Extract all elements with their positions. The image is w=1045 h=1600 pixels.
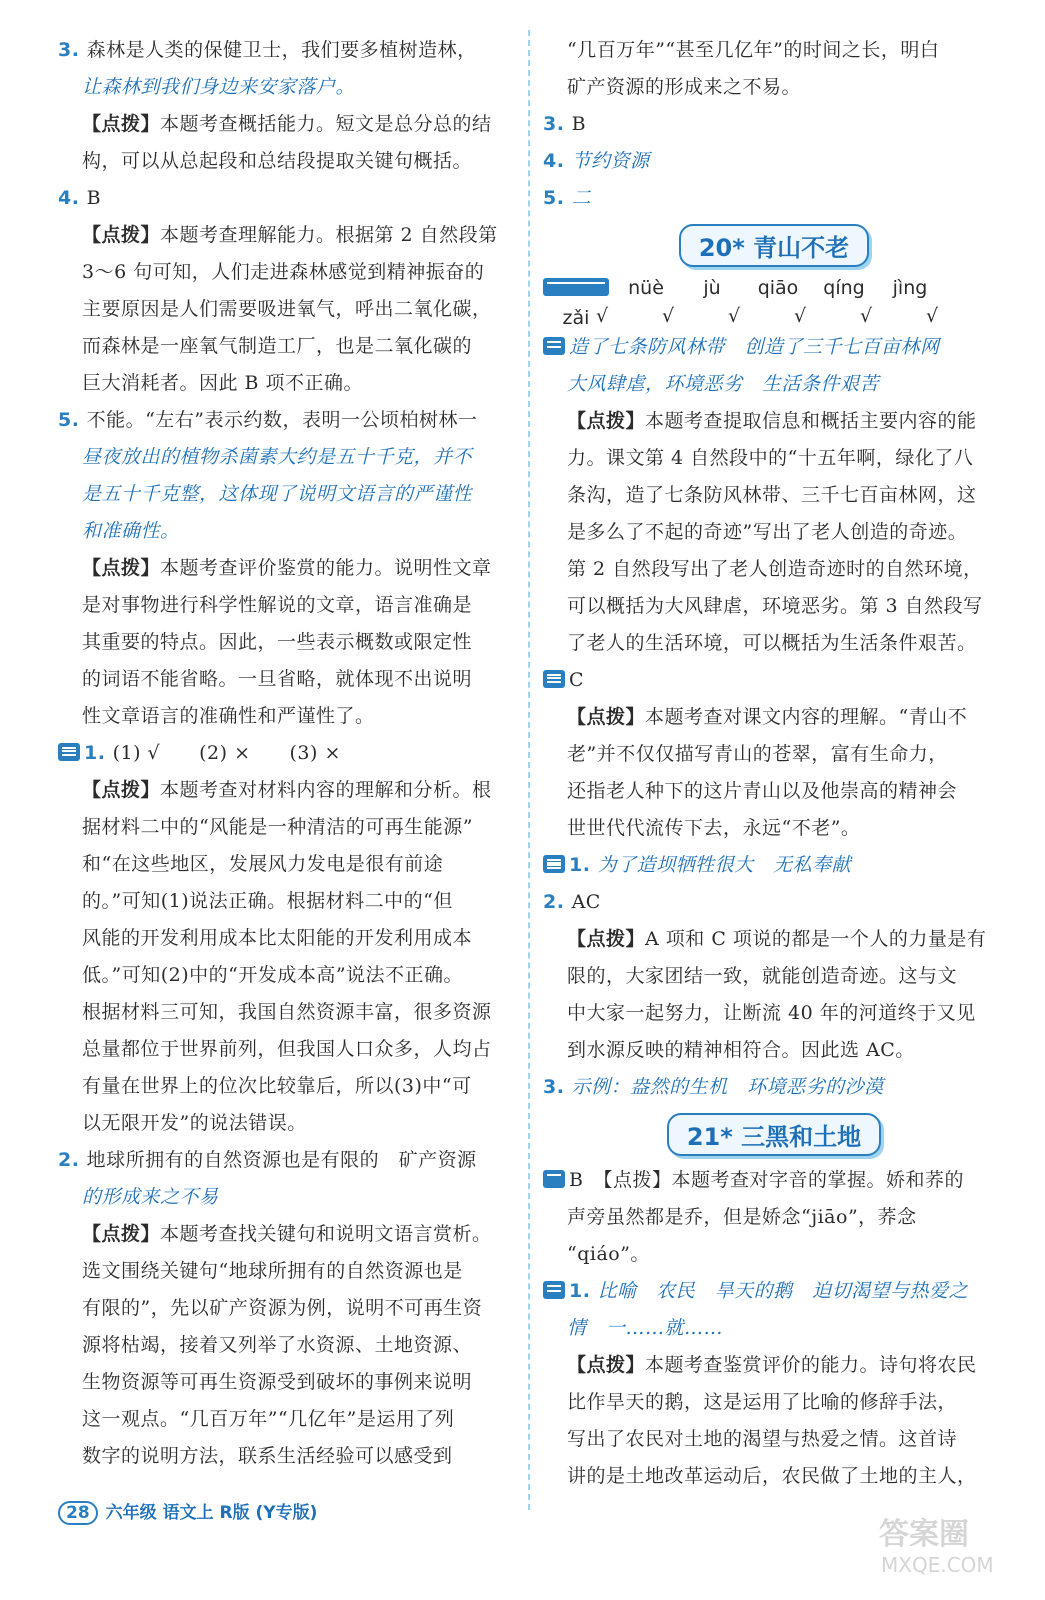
- body-text: “几百万年”“甚至几亿年”的时间之长，明白: [567, 39, 940, 61]
- answer-text: 森林是人类的保健卫士，我们要多植树造林，: [86, 39, 477, 61]
- tip-label: 【点拨】: [567, 706, 646, 728]
- body-text: 世世代代流传下去，永远“不老”。: [567, 817, 861, 839]
- question-number: 4.: [543, 150, 572, 172]
- lesson-title: 21* 三黑和土地: [667, 1113, 881, 1156]
- text-line: [543, 180, 1005, 217]
- text-line: [58, 1401, 518, 1438]
- answer-text: 二: [571, 187, 592, 209]
- text-line: [58, 698, 518, 735]
- answer-text: B 【点拨】本题考查对字音的掌握。娇和荞的: [569, 1169, 964, 1191]
- text-line: [58, 1179, 518, 1216]
- text-line: [543, 699, 1005, 736]
- text-line: [543, 1384, 1005, 1421]
- check-mark: √: [595, 305, 609, 327]
- answer-text: 的形成来之不易: [82, 1186, 219, 1208]
- check-mark: √: [859, 305, 873, 327]
- answer-text: 大风肆虐，环境恶劣 生活条件艰苦: [567, 373, 880, 395]
- text-line: [543, 143, 1005, 180]
- text-line: [58, 920, 518, 957]
- text-line: [58, 106, 518, 143]
- text-line: [543, 1273, 1005, 1310]
- body-text: 了老人的生活环境，可以概括为生活条件艰苦。: [567, 632, 977, 654]
- text-line: [543, 1069, 1005, 1106]
- body-text: 的词语不能省略。一旦省略，就体现不出说明: [82, 668, 473, 690]
- body-text: 总量都位于世界前列，但我国人口众多，人均占: [82, 1038, 492, 1060]
- body-text: 写出了农民对土地的渴望与热爱之情。这首诗: [567, 1428, 958, 1450]
- body-text: 力。课文第 4 自然段中的“十五年啊，绿化了八: [567, 447, 974, 469]
- question-number: 5.: [58, 409, 87, 431]
- tip-text: 本题考查鉴赏评价的能力。诗句将农民: [645, 1354, 977, 1376]
- text-line: [543, 69, 1005, 106]
- text-line: [58, 1438, 518, 1475]
- text-line: [543, 477, 1005, 514]
- text-line: [543, 106, 1005, 143]
- body-text: 讲的是土地改革运动后，农民做了土地的主人，: [567, 1465, 977, 1487]
- text-line: [543, 1032, 1005, 1069]
- page-footer: [58, 1498, 317, 1525]
- page-number: 28: [58, 1501, 98, 1525]
- question-number: 1.: [569, 1280, 598, 1302]
- text-line: [543, 551, 1005, 588]
- tip-label: 【点拨】: [82, 113, 161, 135]
- text-line: [543, 995, 1005, 1032]
- text-line: [58, 513, 518, 550]
- text-line: [543, 32, 1005, 69]
- text-line: [58, 1105, 518, 1142]
- pinyin-item: jù: [703, 277, 721, 299]
- text-line: [543, 366, 1005, 403]
- answer-text: 和准确性。: [82, 520, 180, 542]
- check-mark: √: [727, 305, 741, 327]
- text-line: [543, 514, 1005, 551]
- question-number: 3.: [58, 39, 87, 61]
- text-line: [58, 69, 518, 106]
- svg-text:MXQE.COM: MXQE.COM: [881, 1553, 994, 1577]
- body-text: 低。”可知(2)中的“开发成本高”说法不正确。: [82, 964, 464, 986]
- body-text: 选文围绕关键句“地球所拥有的自然资源也是: [82, 1260, 463, 1282]
- tip-text: 本题考查对课文内容的理解。“青山不: [645, 706, 968, 728]
- lesson-title-wrap: [543, 1106, 1005, 1162]
- text-line: [58, 550, 518, 587]
- text-line: [58, 1216, 518, 1253]
- tip-label: 【点拨】: [82, 557, 161, 579]
- text-line: [543, 810, 1005, 847]
- tip-text: 本题考查理解能力。根据第 2 自然段第: [160, 224, 498, 246]
- answer-text: (1) √ (2) × (3) ×: [112, 742, 341, 764]
- body-text: 是多么了不起的奇迹”写出了老人创造的奇迹。: [567, 521, 968, 543]
- check-mark: √: [793, 305, 807, 327]
- body-text: 有限的”，先以矿产资源为例，说明不可再生资: [82, 1297, 483, 1319]
- tip-label: 【点拨】: [82, 1223, 161, 1245]
- check-mark: √: [925, 305, 939, 327]
- text-line: [543, 1421, 1005, 1458]
- body-text: 有量在世界上的位次比较靠后，所以(3)中“可: [82, 1075, 472, 1097]
- text-line: [58, 476, 518, 513]
- text-line: [58, 883, 518, 920]
- text-line: [58, 1327, 518, 1364]
- answer-text: 节约资源: [571, 150, 650, 172]
- body-text: 中大家一起努力，让断流 40 年的河道终于又见: [567, 1002, 976, 1024]
- lesson-title: 20* 青山不老: [679, 224, 869, 267]
- text-line: [58, 624, 518, 661]
- text-line: [58, 735, 518, 772]
- text-line: [58, 32, 518, 69]
- text-line: [58, 217, 518, 254]
- book-label: 六年级 语文上 R版 (Y专版): [105, 1503, 318, 1523]
- answer-text: 不能。“左右”表示约数，表明一公顷柏树林一: [86, 409, 478, 431]
- text-line: [58, 846, 518, 883]
- text-line: [543, 1162, 1005, 1199]
- section-icon: [543, 1170, 565, 1188]
- question-number: 3.: [543, 113, 572, 135]
- tip-text: 本题考查找关键句和说明文语言赏析。: [160, 1223, 492, 1245]
- answer-text: 为了造坝牺牲很大 无私奉献: [597, 854, 852, 876]
- text-line: [543, 662, 1005, 699]
- text-line: [58, 1068, 518, 1105]
- text-line: [58, 809, 518, 846]
- answer-text: 地球所拥有的自然资源也是有限的 矿产资源: [86, 1149, 477, 1171]
- text-line: [543, 1458, 1005, 1495]
- left-column: [58, 32, 518, 1475]
- text-line: [543, 736, 1005, 773]
- text-line: [543, 1347, 1005, 1384]
- tip-text: 本题考查评价鉴赏的能力。说明性文章: [160, 557, 492, 579]
- text-line: [58, 402, 518, 439]
- body-text: 以无限开发”的说法错误。: [82, 1112, 307, 1134]
- tip-label: 【点拨】: [567, 410, 646, 432]
- pinyin-item: qiāo: [757, 277, 799, 299]
- question-number: 4.: [58, 187, 87, 209]
- text-line: [58, 1031, 518, 1068]
- text-line: [543, 588, 1005, 625]
- text-line: [58, 439, 518, 476]
- right-column: [543, 32, 1005, 1495]
- answer-text: 是五十千克整，这体现了说明文语言的严谨性: [82, 483, 473, 505]
- section-icon: [58, 743, 80, 761]
- lesson-title-wrap: [543, 217, 1005, 273]
- tip-label: 【点拨】: [567, 928, 646, 950]
- pinyin-item: zǎi: [562, 307, 590, 329]
- answer-text: 情 一……就……: [567, 1317, 724, 1339]
- answer-text: 让森林到我们身边来安家落户。: [82, 76, 356, 98]
- body-text: 条沟，造了七条防风林带、三千七百亩林网，这: [567, 484, 977, 506]
- text-line: [58, 957, 518, 994]
- body-text: 还指老人种下的这片青山以及他崇高的精神会: [567, 780, 958, 802]
- tip-label: 【点拨】: [567, 1354, 646, 1376]
- text-line: [58, 365, 518, 402]
- tip-text: A 项和 C 项说的都是一个人的力量是有: [645, 928, 987, 950]
- question-number: 2.: [543, 891, 572, 913]
- section-icon: [543, 278, 609, 296]
- text-line: [58, 254, 518, 291]
- text-line: [58, 587, 518, 624]
- text-line: [58, 1364, 518, 1401]
- tip-label: 【点拨】: [82, 779, 161, 801]
- text-line: [543, 403, 1005, 440]
- body-text: 和“在这些地区，发展风力发电是很有前途: [82, 853, 444, 875]
- text-line: [58, 180, 518, 217]
- text-line: [543, 1236, 1005, 1273]
- body-text: 第 2 自然段写出了老人创造奇迹时的自然环境，: [567, 558, 983, 580]
- text-line: [543, 440, 1005, 477]
- section-icon: [543, 670, 565, 688]
- tip-text: 本题考查提取信息和概括主要内容的能: [645, 410, 977, 432]
- body-text: 矿产资源的形成来之不易。: [567, 76, 802, 98]
- text-line: [58, 291, 518, 328]
- body-text: 生物资源等可再生资源受到破坏的事例来说明: [82, 1371, 473, 1393]
- question-number: 1.: [569, 854, 598, 876]
- text-line: [543, 1310, 1005, 1347]
- text-line: [543, 884, 1005, 921]
- body-text: 巨大消耗者。因此 B 项不正确。: [82, 372, 364, 394]
- body-text: 源将枯竭，接着又列举了水资源、土地资源、: [82, 1334, 473, 1356]
- text-line: [58, 1253, 518, 1290]
- pinyin-row: [543, 273, 1005, 329]
- body-text: 的。”可知(1)说法正确。根据材料二中的“但: [82, 890, 453, 912]
- answer-text: 比喻 农民 旱天的鹅 迫切渴望与热爱之: [597, 1280, 969, 1302]
- answer-text: 造了七条防风林带 创造了三千七百亩林网: [569, 336, 940, 358]
- text-line: [58, 143, 518, 180]
- text-line: [543, 921, 1005, 958]
- body-text: 据材料二中的“风能是一种清洁的可再生能源”: [82, 816, 473, 838]
- tip-text: 本题考查概括能力。短文是总分总的结: [160, 113, 492, 135]
- text-line: [58, 994, 518, 1031]
- body-text: “qiáo”。: [567, 1243, 650, 1265]
- body-text: 主要原因是人们需要吸进氧气，呼出二氧化碳，: [82, 298, 492, 320]
- text-line: [58, 1142, 518, 1179]
- text-line: [58, 328, 518, 365]
- section-icon: [543, 337, 565, 355]
- text-line: [543, 625, 1005, 662]
- answer-text: C: [569, 669, 585, 691]
- body-text: 构，可以从总起段和总结段提取关键句概括。: [82, 150, 473, 172]
- question-number: 5.: [543, 187, 572, 209]
- check-mark: √: [661, 305, 675, 327]
- body-text: 这一观点。“几百万年”“几亿年”是运用了列: [82, 1408, 455, 1430]
- text-line: [543, 847, 1005, 884]
- body-text: 风能的开发利用成本比太阳能的开发利用成本: [82, 927, 473, 949]
- body-text: 其重要的特点。因此，一些表示概数或限定性: [82, 631, 473, 653]
- body-text: 而森林是一座氧气制造工厂，也是二氧化碳的: [82, 335, 473, 357]
- body-text: 限的，大家团结一致，就能创造奇迹。这与文: [567, 965, 958, 987]
- text-line: [543, 773, 1005, 810]
- body-text: 老”并不仅仅描写青山的苍翠，富有生命力，: [567, 743, 948, 765]
- body-text: 声旁虽然都是乔，但是娇念“jiāo”，荞念: [567, 1206, 917, 1228]
- body-text: 比作旱天的鹅，这是运用了比喻的修辞手法，: [567, 1391, 958, 1413]
- column-divider: [528, 30, 530, 1510]
- text-line: [58, 661, 518, 698]
- pinyin-item: qíng: [823, 277, 865, 299]
- answer-text: 昼夜放出的植物杀菌素大约是五十千克，并不: [82, 446, 473, 468]
- body-text: 数字的说明方法，联系生活经验可以感受到: [82, 1445, 453, 1467]
- answer-text: B: [86, 187, 102, 209]
- question-number: 3.: [543, 1076, 572, 1098]
- body-text: 根据材料三可知，我国自然资源丰富，很多资源: [82, 1001, 492, 1023]
- body-text: 性文章语言的准确性和严谨性了。: [82, 705, 375, 727]
- answer-text: B: [571, 113, 587, 135]
- pinyin-item: nüè: [628, 277, 664, 299]
- text-line: [543, 329, 1005, 366]
- body-text: 可以概括为大风肆虐，环境恶劣。第 3 自然段写: [567, 595, 983, 617]
- text-line: [58, 1290, 518, 1327]
- body-text: 是对事物进行科学性解说的文章，语言准确是: [82, 594, 473, 616]
- answer-text: 示例：盎然的生机 环境恶劣的沙漠: [571, 1076, 884, 1098]
- check-row: [543, 303, 1005, 329]
- pinyin-item: jìng: [892, 277, 928, 299]
- section-icon: [543, 1281, 565, 1299]
- question-number: 1.: [84, 742, 113, 764]
- tip-text: 本题考查对材料内容的理解和分析。根: [160, 779, 492, 801]
- watermark-logo: [875, 1508, 1025, 1580]
- text-line: [58, 772, 518, 809]
- answer-text: AC: [571, 891, 601, 913]
- body-text: 到水源反映的精神相符合。因此选 AC。: [567, 1039, 915, 1061]
- tip-label: 【点拨】: [82, 224, 161, 246]
- text-line: [543, 1199, 1005, 1236]
- question-number: 2.: [58, 1149, 87, 1171]
- text-line: [543, 958, 1005, 995]
- body-text: 3～6 句可知，人们走进森林感觉到精神振奋的: [82, 261, 485, 283]
- section-icon: [543, 855, 565, 873]
- svg-text:答案圈: 答案圈: [879, 1517, 969, 1552]
